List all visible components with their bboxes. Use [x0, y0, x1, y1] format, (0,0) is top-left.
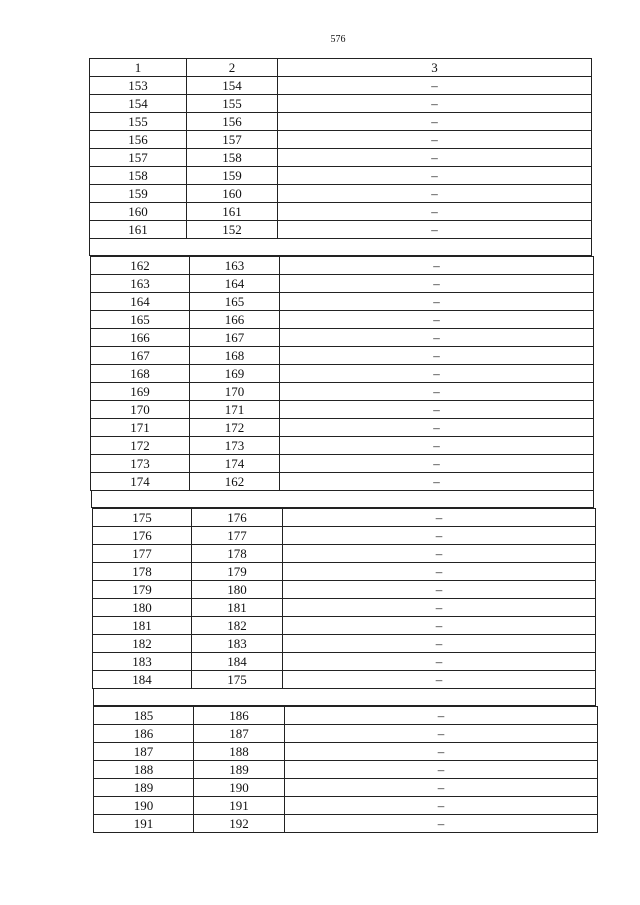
table-row [91, 257, 594, 275]
cell-col1: 166 [91, 329, 190, 347]
cell-col3: – [280, 275, 594, 293]
cell-col2: 181 [192, 599, 283, 617]
cell-col1: 164 [91, 293, 190, 311]
table-block-4 [93, 706, 598, 833]
cell-col1: 167 [91, 347, 190, 365]
cell-col3: – [278, 95, 592, 113]
cell-col1: 175 [93, 509, 192, 527]
table-row [91, 293, 594, 311]
cell-col2: 180 [192, 581, 283, 599]
cell-col3: – [278, 131, 592, 149]
table-header-row [90, 59, 592, 77]
cell-col1: 190 [94, 797, 194, 815]
cell-col2: 164 [190, 275, 280, 293]
cell-col3: – [280, 257, 594, 275]
cell-col1: 171 [91, 419, 190, 437]
table-row [93, 671, 596, 689]
cell-col3: – [285, 761, 598, 779]
cell-col2: 172 [190, 419, 280, 437]
cell-col3: – [285, 815, 598, 833]
table-row [90, 203, 592, 221]
table-row [93, 509, 596, 527]
table-row [91, 365, 594, 383]
cell-col1: 178 [93, 563, 192, 581]
cell-col2: 168 [190, 347, 280, 365]
cell-col2: 156 [187, 113, 278, 131]
table-row [90, 77, 592, 95]
cell-col1: 189 [94, 779, 194, 797]
cell-col3: – [285, 743, 598, 761]
page-number: 576 [330, 34, 346, 45]
cell-col1: 156 [90, 131, 187, 149]
cell-col2: 190 [194, 779, 285, 797]
table-row [91, 419, 594, 437]
cell-col3: – [283, 599, 596, 617]
column-header-2: 2 [187, 59, 278, 77]
cell-col3: – [280, 365, 594, 383]
cell-col3: – [278, 221, 592, 239]
cell-col2: 174 [190, 455, 280, 473]
table-row [93, 581, 596, 599]
cell-col3: – [285, 725, 598, 743]
cell-col2: 177 [192, 527, 283, 545]
cell-col1: 176 [93, 527, 192, 545]
cell-col1: 174 [91, 473, 190, 491]
table-row [94, 743, 598, 761]
cell-col3: – [278, 185, 592, 203]
cell-col1: 155 [90, 113, 187, 131]
cell-col2: 159 [187, 167, 278, 185]
cell-col2: 179 [192, 563, 283, 581]
cell-col2: 152 [187, 221, 278, 239]
table-row [90, 131, 592, 149]
table-row [94, 761, 598, 779]
cell-col3: – [280, 293, 594, 311]
table-row [90, 95, 592, 113]
cell-col2: 155 [187, 95, 278, 113]
cell-col2: 189 [194, 761, 285, 779]
cell-col2: 176 [192, 509, 283, 527]
cell-col1: 186 [94, 725, 194, 743]
cell-col1: 157 [90, 149, 187, 167]
blank-separator-row [91, 490, 594, 508]
table-row [90, 149, 592, 167]
cell-col2: 182 [192, 617, 283, 635]
cell-col2: 186 [194, 707, 285, 725]
cell-col3: – [283, 581, 596, 599]
table-row [93, 653, 596, 671]
cell-col3: – [280, 419, 594, 437]
cell-col1: 153 [90, 77, 187, 95]
cell-col1: 187 [94, 743, 194, 761]
cell-col1: 180 [93, 599, 192, 617]
cell-col1: 183 [93, 653, 192, 671]
table-row [93, 599, 596, 617]
table-row [94, 815, 598, 833]
table-row [93, 635, 596, 653]
cell-col3: – [283, 527, 596, 545]
cell-col1: 158 [90, 167, 187, 185]
cell-col3: – [280, 311, 594, 329]
cell-col1: 165 [91, 311, 190, 329]
table-row [91, 311, 594, 329]
table-row [91, 275, 594, 293]
cell-col3: – [283, 635, 596, 653]
cell-col3: – [283, 617, 596, 635]
cell-col3: – [285, 797, 598, 815]
cell-col2: 187 [194, 725, 285, 743]
table-row [90, 167, 592, 185]
table-block-1 [89, 58, 592, 239]
cell-col3: – [278, 167, 592, 185]
cell-col2: 161 [187, 203, 278, 221]
cell-col3: – [280, 383, 594, 401]
cell-col3: – [278, 149, 592, 167]
table-row [93, 563, 596, 581]
cell-col3: – [280, 437, 594, 455]
table-row [94, 797, 598, 815]
cell-col2: 175 [192, 671, 283, 689]
cell-col2: 178 [192, 545, 283, 563]
cell-col1: 159 [90, 185, 187, 203]
cell-col3: – [283, 509, 596, 527]
cell-col2: 158 [187, 149, 278, 167]
table-row [93, 527, 596, 545]
cell-col3: – [280, 329, 594, 347]
cell-col3: – [280, 401, 594, 419]
table-row [91, 473, 594, 491]
cell-col3: – [285, 779, 598, 797]
cell-col3: – [280, 455, 594, 473]
cell-col2: 171 [190, 401, 280, 419]
cell-col2: 165 [190, 293, 280, 311]
table-row [90, 113, 592, 131]
table-row [91, 455, 594, 473]
cell-col1: 154 [90, 95, 187, 113]
cell-col2: 184 [192, 653, 283, 671]
cell-col1: 168 [91, 365, 190, 383]
table-row [94, 725, 598, 743]
cell-col3: – [283, 671, 596, 689]
cell-col3: – [283, 653, 596, 671]
cell-col2: 188 [194, 743, 285, 761]
table-row [91, 401, 594, 419]
cell-col2: 167 [190, 329, 280, 347]
cell-col2: 192 [194, 815, 285, 833]
cell-col1: 177 [93, 545, 192, 563]
cell-col1: 179 [93, 581, 192, 599]
cell-col1: 188 [94, 761, 194, 779]
table-row [90, 185, 592, 203]
column-header-1: 1 [90, 59, 187, 77]
cell-col2: 173 [190, 437, 280, 455]
cell-col2: 160 [187, 185, 278, 203]
cell-col3: – [285, 707, 598, 725]
cell-col3: – [283, 545, 596, 563]
cell-col1: 162 [91, 257, 190, 275]
table-row [91, 383, 594, 401]
cell-col3: – [278, 77, 592, 95]
table-row [91, 437, 594, 455]
cell-col1: 173 [91, 455, 190, 473]
cell-col3: – [278, 203, 592, 221]
cell-col2: 170 [190, 383, 280, 401]
cell-col3: – [283, 563, 596, 581]
column-header-3: 3 [278, 59, 592, 77]
cell-col3: – [280, 347, 594, 365]
cell-col1: 163 [91, 275, 190, 293]
cell-col3: – [278, 113, 592, 131]
cell-col2: 154 [187, 77, 278, 95]
cell-col2: 163 [190, 257, 280, 275]
cell-col2: 166 [190, 311, 280, 329]
table-row [91, 347, 594, 365]
cell-col1: 169 [91, 383, 190, 401]
cell-col2: 169 [190, 365, 280, 383]
blank-separator-row [89, 238, 592, 256]
table-row [94, 779, 598, 797]
cell-col1: 172 [91, 437, 190, 455]
table-block-2 [90, 256, 594, 491]
cell-col1: 161 [90, 221, 187, 239]
table-row [90, 221, 592, 239]
cell-col1: 191 [94, 815, 194, 833]
cell-col2: 157 [187, 131, 278, 149]
cell-col2: 162 [190, 473, 280, 491]
cell-col2: 191 [194, 797, 285, 815]
cell-col1: 185 [94, 707, 194, 725]
table-row [93, 617, 596, 635]
table-row [94, 707, 598, 725]
cell-col1: 181 [93, 617, 192, 635]
cell-col2: 183 [192, 635, 283, 653]
cell-col1: 184 [93, 671, 192, 689]
cell-col1: 182 [93, 635, 192, 653]
blank-separator-row [93, 688, 596, 706]
table-row [91, 329, 594, 347]
cell-col1: 170 [91, 401, 190, 419]
cell-col3: – [280, 473, 594, 491]
cell-col1: 160 [90, 203, 187, 221]
table-row [93, 545, 596, 563]
table-block-3 [92, 508, 596, 689]
